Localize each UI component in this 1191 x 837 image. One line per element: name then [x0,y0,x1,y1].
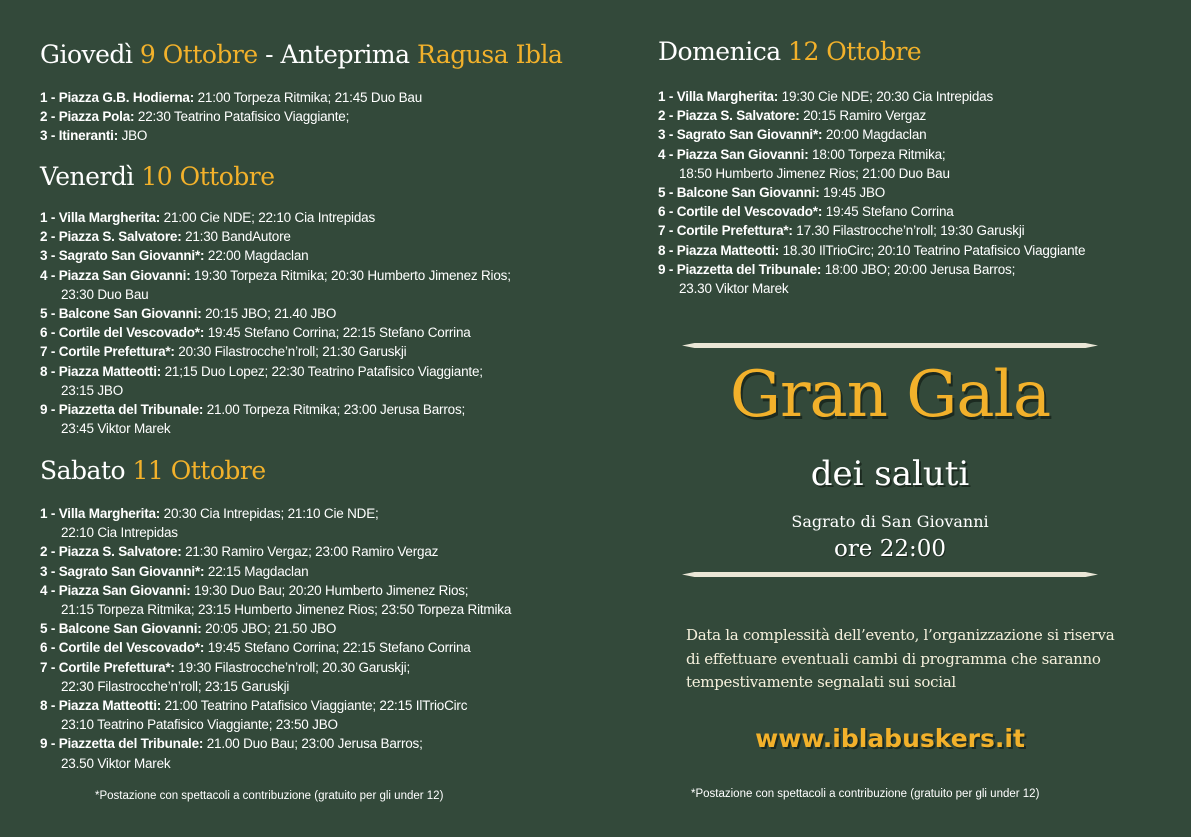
performance-times: 21.00 Torpeza Ritmika; 23:00 Jerusa Barros; [203,402,466,418]
performance-times: 20:15 Ramiro Vergaz [799,108,927,124]
performance-times: 19:45 Stefano Corrina; 22:15 Stefano Corrina [204,325,471,341]
schedule-entry [40,562,600,581]
website-link[interactable]: www.iblabuskers.it [755,724,1025,753]
schedule-entry [40,400,600,438]
performance-times: 20:05 JBO; 21.50 JBO [201,621,337,637]
venue-label: 3 - Itineranti: [40,128,119,144]
performance-times: 21;15 Duo Lopez; 22:30 Teatrino Patafisico Viaggiante; [161,363,483,379]
schedule-entry [40,208,600,227]
schedule-entry [40,581,600,619]
day-title: Sabato 11 Ottobre [40,456,266,485]
venue-label: 5 - Balcone San Giovanni: [658,185,820,201]
schedule-entry [40,227,600,246]
schedule-entry [658,202,1178,221]
divider-bottom [682,572,1098,577]
performance-times-continued: 21:15 Torpeza Ritmika; 23:15 Humberto Jimenez Rios; 23:50 Torpeza Ritmika [61,602,512,618]
schedule-list [40,88,600,146]
venue-label: 6 - Cortile del Vescovado*: [40,325,205,341]
performance-times: 21:30 BandAutore [181,229,291,245]
day-title: Domenica 12 Ottobre [658,37,922,66]
performance-times-continued: 23:30 Duo Bau [61,286,149,302]
performance-times-continued: 23:45 Viktor Marek [61,421,171,437]
schedule-list [658,87,1178,298]
schedule-entry [658,221,1178,240]
performance-times-continued: 23.50 Viktor Marek [61,755,171,771]
performance-times: 19:30 Torpeza Ritmika; 20:30 Humberto Jimenez Rios; [190,267,511,283]
schedule-entry [40,619,600,638]
schedule-entry [40,734,600,772]
gala-time: ore 22:00 [833,536,947,562]
schedule-entry [658,106,1178,125]
gala-place: Sagrato di San Giovanni [791,512,989,531]
schedule-entry [658,183,1178,202]
venue-label: 2 - Piazza S. Salvatore: [40,544,182,560]
venue-label: 7 - Cortile Prefettura*: [40,344,175,360]
performance-times: 19:30 Cie NDE; 20:30 Cia Intrepidas [778,89,994,104]
schedule-entry [40,696,600,734]
venue-label: 3 - Sagrato San Giovanni*: [40,563,205,579]
performance-times: 18.30 IlTrioCirc; 20:10 Teatrino Patafisico Viaggiante [779,242,1086,258]
schedule-entry [40,362,600,400]
schedule-entry [658,87,1178,106]
venue-label: 1 - Piazza G.B. Hodierna: [40,90,195,105]
performance-times: 17.30 Filastrocche’n’roll; 19:30 Garuskji [792,223,1025,239]
performance-times: 19:45 Stefano Corrina; 22:15 Stefano Corrina [204,640,471,656]
performance-times: 18:00 JBO; 20:00 Jerusa Barros; [821,261,1016,277]
venue-label: 4 - Piazza San Giovanni: [40,582,191,598]
performance-times: 20:15 JBO; 21.40 JBO [201,306,337,322]
day-friday [40,162,600,438]
schedule-entry [658,241,1178,260]
performance-times: 19:30 Filastrocche’n’roll; 20.30 Garuskji; [174,659,410,675]
day-title: Venerdì 10 Ottobre [40,162,275,191]
performance-times-continued: 22:30 Filastrocche’n’roll; 23:15 Garuskji [61,678,290,694]
performance-times: 20:00 Magdaclan [822,127,927,143]
day-thursday [40,40,600,146]
venue-label: 1 - Villa Margherita: [658,89,779,104]
performance-times: 19:45 Stefano Corrina [822,204,954,220]
performance-times: 21:30 Ramiro Vergaz; 23:00 Ramiro Vergaz [181,544,439,560]
footnote-right: *Postazione con spettacoli a contribuzione (gratuito per gli under 12) [691,788,1040,800]
performance-times: 20:30 Filastrocche’n’roll; 21:30 Garuskji [174,344,407,360]
schedule-entry [40,88,600,107]
performance-times: 21:00 Cie NDE; 22:10 Cia Intrepidas [160,210,376,225]
venue-label: 8 - Piazza Matteotti: [658,242,780,258]
venue-label: 5 - Balcone San Giovanni: [40,306,202,322]
gala-subtitle: dei saluti [810,454,970,494]
venue-label: 4 - Piazza San Giovanni: [40,267,191,283]
performance-times: 22:15 Magdaclan [204,563,309,579]
venue-label: 9 - Piazzetta del Tribunale: [40,736,204,752]
schedule-entry [40,638,600,657]
program-change-notice: Data la complessità dell’evento, l’organizzazione si riserva di effettuare eventuali cambi di programma che saranno tempestivamente segnalati sui social [686,626,1115,691]
performance-times-continued: 23.30 Viktor Marek [679,281,789,297]
schedule-list [40,208,600,438]
performance-times: 20:30 Cia Intrepidas; 21:10 Cie NDE; [160,506,379,521]
performance-times-continued: 22:10 Cia Intrepidas [61,525,178,541]
venue-label: 7 - Cortile Prefettura*: [658,223,793,239]
schedule-entry [40,323,600,342]
day-sunday [658,37,1178,298]
venue-label: 2 - Piazza S. Salvatore: [40,229,182,245]
venue-label: 8 - Piazza Matteotti: [40,363,162,379]
schedule-entry [40,504,600,542]
schedule-entry [658,145,1178,183]
day-title: Giovedì 9 Ottobre - Anteprima Ragusa Ibla [40,40,563,69]
venue-label: 4 - Piazza San Giovanni: [658,146,809,162]
performance-times-continued: 18:50 Humberto Jimenez Rios; 21:00 Duo Bau [679,165,950,181]
performance-times-continued: 23:10 Teatrino Patafisico Viaggiante; 23:50 JBO [61,717,338,733]
venue-label: 3 - Sagrato San Giovanni*: [658,127,823,143]
schedule-entry [658,260,1178,298]
venue-label: 2 - Piazza Pola: [40,109,135,125]
venue-label: 9 - Piazzetta del Tribunale: [40,402,204,418]
schedule-entry [40,342,600,361]
venue-label: 9 - Piazzetta del Tribunale: [658,261,822,277]
performance-times: 22:30 Teatrino Patafisico Viaggiante; [134,109,350,125]
divider-top [682,343,1098,348]
venue-label: 7 - Cortile Prefettura*: [40,659,175,675]
venue-label: 8 - Piazza Matteotti: [40,698,162,714]
schedule-entry [40,107,600,126]
performance-times: 19:30 Duo Bau; 20:20 Humberto Jimenez Rios; [190,582,469,598]
venue-label: 2 - Piazza S. Salvatore: [658,108,800,124]
performance-times-continued: 23:15 JBO [61,382,123,398]
performance-times: 19:45 JBO [819,185,886,201]
schedule-list [40,504,600,773]
performance-times: 22:00 Magdaclan [204,248,309,264]
day-saturday [40,456,600,773]
venue-label: 5 - Balcone San Giovanni: [40,621,202,637]
schedule-entry [40,658,600,696]
venue-label: 1 - Villa Margherita: [40,506,161,521]
schedule-entry [40,126,600,145]
performance-times: 21:00 Teatrino Patafisico Viaggiante; 22:15 IlTrioCirc [161,698,468,714]
schedule-entry [40,304,600,323]
gala-title: Gran Gala [729,358,1051,432]
performance-times: 21:00 Torpeza Ritmika; 21:45 Duo Bau [194,90,423,105]
venue-label: 6 - Cortile del Vescovado*: [40,640,205,656]
venue-label: 1 - Villa Margherita: [40,210,161,225]
venue-label: 3 - Sagrato San Giovanni*: [40,248,205,264]
schedule-entry [658,125,1178,144]
performance-times: 18:00 Torpeza Ritmika; [808,146,946,162]
venue-label: 6 - Cortile del Vescovado*: [658,204,823,220]
schedule-entry [40,266,600,304]
schedule-entry [40,246,600,265]
schedule-entry [40,542,600,561]
performance-times: JBO [118,128,148,144]
performance-times: 21.00 Duo Bau; 23:00 Jerusa Barros; [203,736,423,752]
footnote-left: *Postazione con spettacoli a contribuzione (gratuito per gli under 12) [95,790,444,802]
